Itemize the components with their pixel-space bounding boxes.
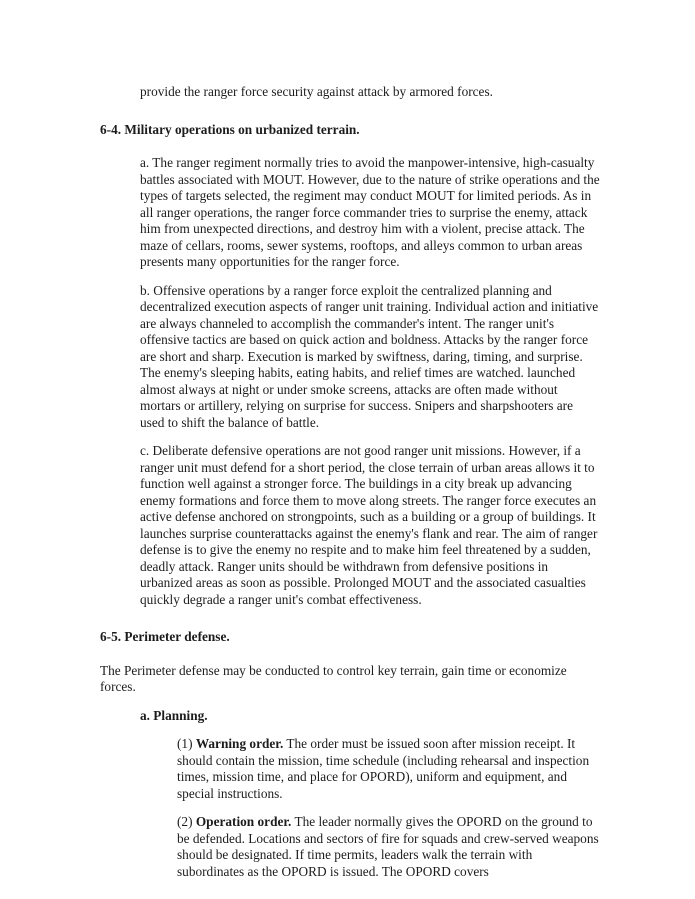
item-number: (2) (177, 814, 196, 829)
section-heading-6-4: 6-4. Military operations on urbanized terrain. (100, 121, 360, 137)
paragraph-6-5-intro: The Perimeter defense may be conducted to control key terrain, gain time or economize forces. (100, 662, 567, 694)
planning-label: a. Planning. (140, 707, 208, 723)
operation-order-lead: Operation order. (195, 814, 292, 829)
paragraph-6-4-c: c. Deliberate defensive operations are not good ranger unit missions. However, if a ranger unit must defend for a short period, the close terrain of urban areas allows it to function well against a stronger force. The buildings in a city break up advancing enemy formations and force them to move along streets. The ranger force executes an active defense anchored on strongpoints, such as a building or a group of buildings. It launches surprise counterattacks against the enemy's flank and rear. The aim of ranger defense is to give the enemy no respite and to make him feel threatened by a sudden, deadly attack. Ranger units should be withdrawn from defensive positions in urbanized areas as soon as possible. Prolonged MOUT and the associated casualties quickly degrade a ranger unit's combat effectiveness. (140, 443, 598, 607)
carryover-line: provide the ranger force security against attack by armored forces. (140, 84, 493, 99)
warning-order-text: The order must be issued soon after mission receipt. It should contain the mission, time schedule (including rehearsal and inspection times, mission time, and place for OPORD), uniform and equipment, and special instructions. (177, 736, 590, 801)
warning-order-lead: Warning order. (195, 736, 284, 751)
operation-order-text: The leader normally gives the OPORD on the ground to be defended. Locations and sectors of fire for squads and crew-served weapons should be designated. If time permits, leaders walk the terrain with subordinates as the OPORD is issued. The OPORD covers (177, 814, 599, 879)
item-number: (1) (177, 736, 196, 751)
paragraph-warning-order (177, 736, 600, 802)
paragraph-operation-order (177, 814, 600, 880)
paragraph-6-4-a: a. The ranger regiment normally tries to avoid the manpower-intensive, high-casualty battles associated with MOUT. However, due to the nature of strike operations and the types of targets selected, the regiment may conduct MOUT for limited periods. As in all ranger operations, the ranger force commander tries to surprise the enemy, attack him from unexpected directions, and destroy him with a violent, precise attack. The maze of cellars, rooms, sewer systems, rooftops, and alleys common to urban areas presents many opportunities for the ranger force. (140, 155, 600, 269)
paragraph-6-4-b: b. Offensive operations by a ranger force exploit the centralized planning and decentralized execution aspects of ranger unit training. Individual action and initiative are always channeled to accomplish the commander's intent. The ranger unit's offensive tactics are based on quick action and boldness. Attacks by the ranger force are short and sharp. Execution is marked by swiftness, daring, timing, and surprise. The enemy's sleeping habits, eating habits, and relief times are watched. launched almost always at night or under smoke screens, attacks are often made without mortars or artillery, relying on surprise for success. Snipers and sharpshooters are used to shift the balance of battle. (140, 282, 599, 430)
planning-subheading (140, 708, 600, 725)
section-heading-6-5: 6-5. Perimeter defense. (100, 629, 230, 644)
